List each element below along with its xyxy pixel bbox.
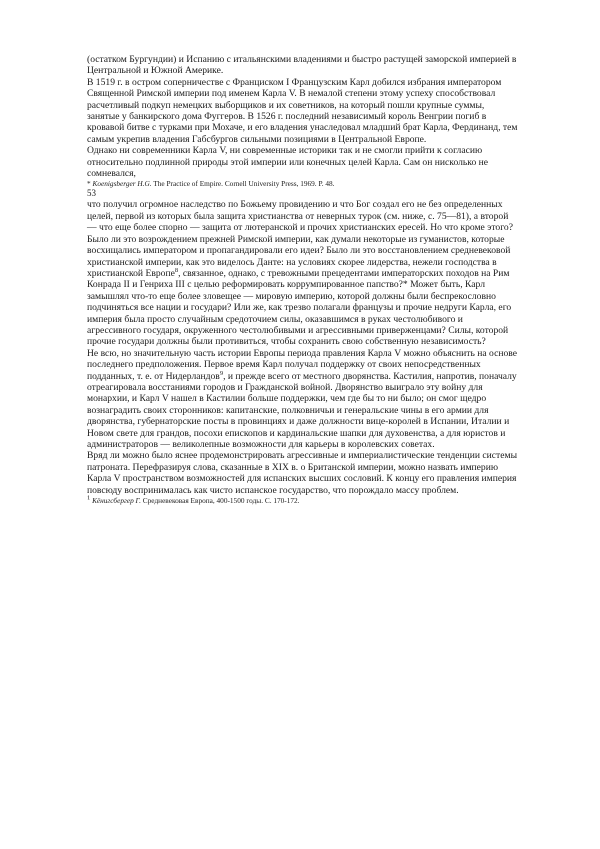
footnote-text: The Practice of Empire. Cornell University Press, 1969. P. 48.	[151, 179, 335, 189]
footnote-2-text: Средневековая Европа, 400-1500 годы. С. 170-172.	[140, 496, 300, 506]
footnote-koenigsberger	[87, 179, 519, 188]
footnote-ref-9: 9	[219, 369, 224, 377]
footnote-ref-8: 8	[174, 266, 179, 274]
paragraph-4-text-b: , связанное, однако, с тревожными прецедентами императорских походов на Рим Конрада II и Генриха III с целью реформировать коррумпированное папство?* Может быть, Карл замышлял что-то еще более зловещее — мировую империю, которой должны были беспрекословно подчиняться все нации и государи? Или же, как трезво полагали французы и прочие недруги Карла, его империя была просто случайным средоточием силы, оказавшимся в руках честолюбивого и агрессивного государя, окруженного честолюбивыми и агрессивными приверженцами? Силы, которой прочие государи должны были противиться, чтобы сохранить свою собственную независимость?	[87, 267, 512, 348]
paragraph-4-text-a: что получил огромное наследство по Божьему провидению и что Бог создал его не без определенных целей, первой из которых была защита христианства от неверных турок (см. ниже, с. 75—81), а второй — что еще более спорно — защита от лютеранской и прочих христианских ересей. Но что кроме этого? Было ли это возрождением прежней Римской империи, как думали некоторые из гуманистов, которые восхищались императором и пропагандировали его идеи? Было ли это восстановлением средневековой христианской империи, как это виделось Данте: на условиях скорее лидерства, нежели господства в христианской Европе	[87, 199, 513, 279]
paragraph-5	[87, 348, 519, 451]
paragraph-5-text-a: Не всю, но значительную часть истории Европы периода правления Карла V можно объяснить на основе последнего предположения. Первое время Карл получал поддержку от своих непосредственных подданных, т. е. от Нидерландов	[87, 347, 518, 382]
page-number: 53	[87, 188, 96, 199]
paragraph-3: Однако ни современники Карла V, ни современные историки так и не смогли прийти к согласию относительно подлинной природы этой империи или конечных целей Карла. Сам он нисколько не сомневался,	[87, 145, 489, 180]
footnote-koenigsberger-ru	[87, 496, 519, 505]
paragraph-1: (остатком Бургундии) и Испанию с итальянскими владениями и быстро растущей заморской империей в Центральной и Южной Америке.	[87, 54, 517, 77]
document-page	[87, 54, 519, 505]
paragraph-6: Вряд ли можно было яснее продемонстрировать агрессивные и империалистические тенденции системы патроната. Перефразируя слова, сказанные в XIX в. о Британской империи, можно назвать империю Карла V пространством возможностей для испанских высших сословий. К концу его правления империя повсюду воспринималась как чисто испанское государство, что порождало массу проблем.	[87, 450, 518, 496]
paragraph-4	[87, 199, 519, 347]
footnote-author: Koenigsberger H.G.	[92, 179, 152, 189]
paragraph-2: В 1519 г. в остром соперничестве с Франциском I Французским Карл добился избрания императором Священной Римской империи под именем Карла V. В немалой степени этому успеху способствовал расчетливый подкуп немецких выборщиков и их советников, на который пошли крупные суммы, занятые у банкирского дома Фуггеров. В 1526 г. последний независимый король Венгрии погиб в кровавой битве с турками при Мохаче, и его владения унаследовал младший брат Карла, Фердинанд, тем самым укрепив владения Габсбургов сильными позициями в Центральной Европе.	[87, 76, 518, 145]
footnote-marker: *	[87, 179, 93, 189]
paragraph-5-text-b: , и прежде всего от местного дворянства. Кастилия, напротив, поначалу отреагировала восстаниями городов и Гражданской войной. Дворянство выиграло эту войну для монархии, и Карл V нашел в Кастилии больше поддержки, чем где бы то ни было; он смог щедро вознаградить своих сторонников: капитанские, полковничьи и генеральские чины в его армии для дворянства, губернаторские посты в провинциях и даже должности вице-королей в Испании, Италии и Новом свете для грандов, посохи епископов и кардинальские шапки для духовенства, а для юристов и администраторов — великолепные возможности для карьеры в королевских советах.	[87, 370, 517, 450]
footnote-2-marker: 1	[87, 494, 91, 502]
footnote-2-author: Кёнигсбергер Г.	[92, 496, 141, 506]
